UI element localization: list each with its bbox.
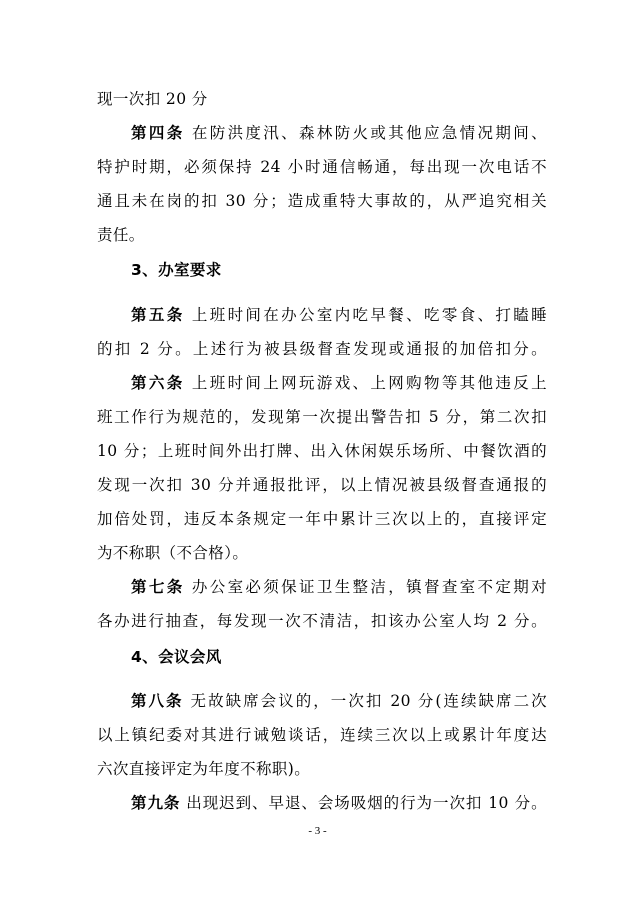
article-7-line: 第七条 办公室必须保证卫生整洁，镇督查室不定期对 (131, 578, 547, 596)
text-line: 以上镇纪委对其进行诫勉谈话，连续三次以上或累计年度达 (97, 726, 547, 744)
text-line: 班工作行为规范的，发现第一次提出警告扣 5 分，第二次扣 (97, 408, 547, 426)
section-heading-4: 4、会议会风 (131, 648, 222, 666)
text-line: 加倍处罚，违反本条规定一年中累计三次以上的，直接评定 (97, 510, 547, 528)
text-line: 发现一次扣 30 分并通报批评，以上情况被县级督查通报的 (97, 476, 547, 494)
section-heading-3: 3、办室要求 (131, 261, 222, 279)
article-5-label: 第五条 (131, 306, 185, 324)
article-5-line: 第五条 上班时间在办公室内吃早餐、吃零食、打瞌睡 (131, 306, 547, 324)
article-4-line: 第四条 在防洪度汛、森林防火或其他应急情况期间、 (131, 124, 547, 142)
article-9-line: 第九条 出现迟到、早退、会场吸烟的行为一次扣 10 分。 (131, 794, 547, 812)
text-line: 特护时期，必须保持 24 小时通信畅通，每出现一次电话不 (97, 158, 547, 176)
article-6-label: 第六条 (131, 374, 185, 392)
text-line: 各办进行抽查，每发现一次不清洁，扣该办公室人均 2 分。 (97, 612, 547, 630)
text-line: 责任。 (97, 226, 145, 244)
page-number: - 3 - (308, 825, 327, 837)
text-line: 10 分；上班时间外出打牌、出入休闲娱乐场所、中餐饮酒的 (97, 442, 547, 460)
article-9-label: 第九条 (131, 794, 181, 812)
article-6-line: 第六条 上班时间上网玩游戏、上网购物等其他违反上 (131, 374, 547, 392)
article-8-line: 第八条 无故缺席会议的，一次扣 20 分(连续缺席二次 (131, 692, 547, 710)
text-line: 现一次扣 20 分 (97, 90, 208, 108)
text-line: 六次直接评定为年度不称职)。 (97, 760, 311, 778)
article-4-label: 第四条 (131, 124, 185, 142)
article-8-label: 第八条 (131, 692, 184, 710)
article-7-label: 第七条 (131, 578, 185, 596)
text-line: 为不称职（不合格）。 (97, 544, 249, 562)
text-line: 的扣 2 分。上述行为被县级督查发现或通报的加倍扣分。 (97, 340, 547, 358)
text-line: 通且未在岗的扣 30 分；造成重特大事故的，从严追究相关 (97, 192, 547, 210)
